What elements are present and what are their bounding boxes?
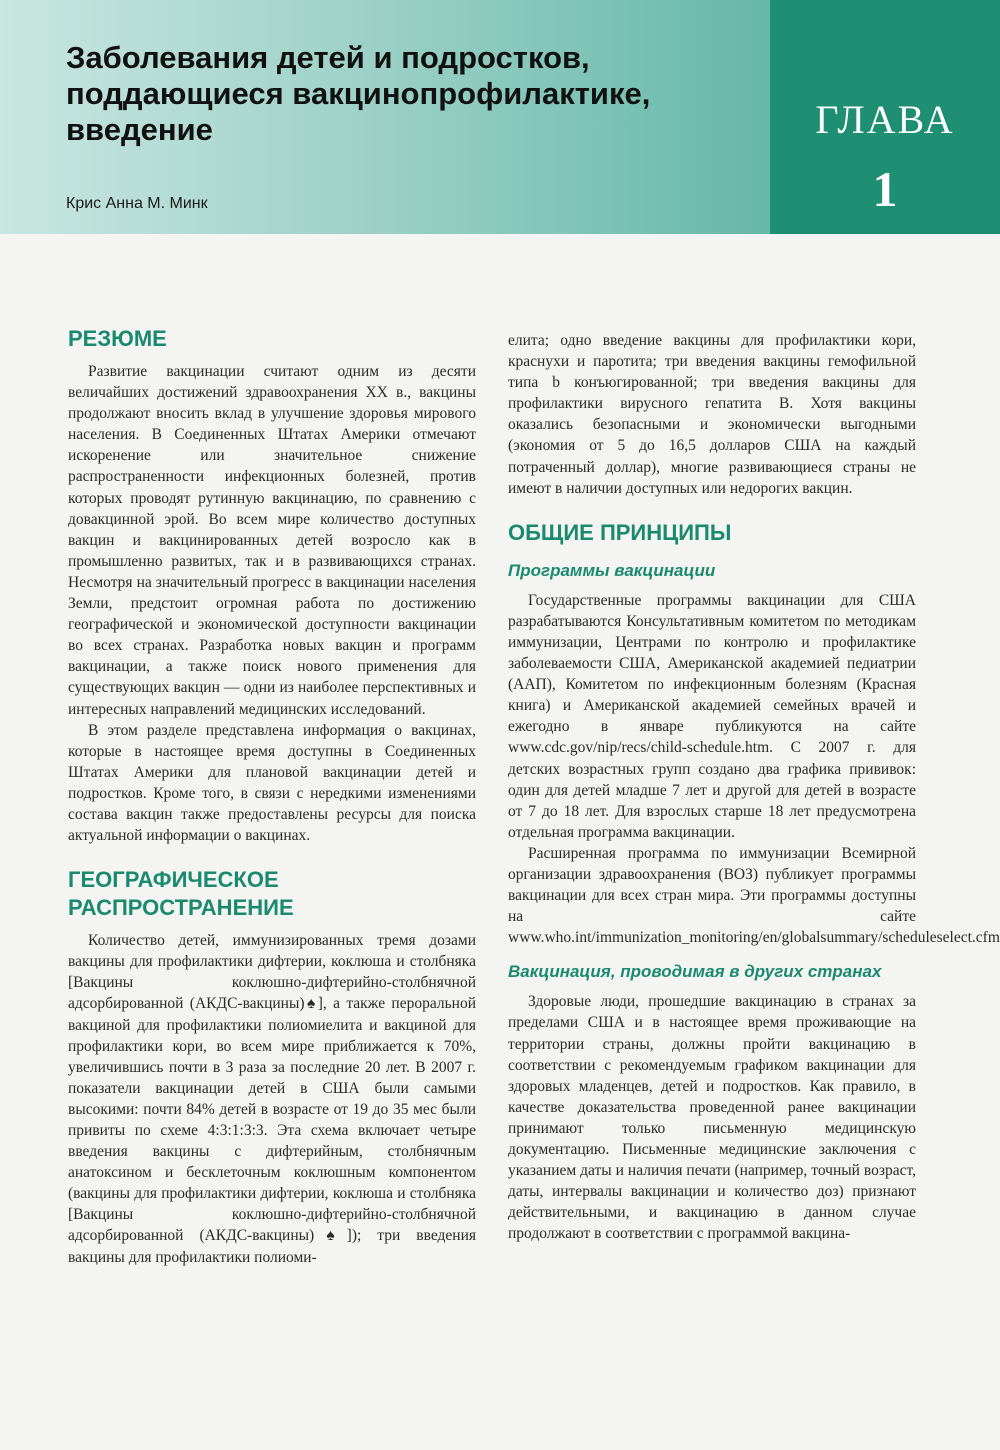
chapter-header-band bbox=[0, 0, 1000, 234]
other-countries-paragraph: Здоровые люди, прошедшие вакцинацию в странах за пределами США и в настоящее время проживающие на территории страны, должны пройти вакцинацию в соответствии с рекомендуемым графиком вакцинации для здоровых младенцев, детей и подростков. Как правило, в качестве доказательства проведенной ранее вакцинации принимают только письменную медицинскую документацию. Письменные медицинские заключения с указанием даты и наличия печати (например, точный возраст, даты, интервалы вакцинации и количество доз) признают действительными, и вакцинацию в данном случае продолжают в соответствии с программой вакцина- bbox=[508, 993, 916, 1243]
chapter-number-box bbox=[770, 0, 1000, 234]
left-column bbox=[68, 325, 476, 1268]
resume-paragraph-2: В этом разделе представлена информация о вакцинах, которые в настоящее время доступны в Соединенных Штатах Америки для плановой вакцинации детей и подростков. Кроме того, в связи с нередкими изменениями состава вакцин также предоставлены ресурсы для поиска актуальной информации о вакцинах. bbox=[68, 721, 476, 845]
resume-paragraph-1: Развитие вакцинации считают одним из десяти величайших достижений здравоохранения XX в., вакцины продолжают вносить вклад в улучшение здоровья мирового населения. В Соединенных Штатах Америки отмечают искоренение или значительное снижение распространенности инфекционных болезней, против которых проводят рутинную вакцинацию, по сравнению с довакцинной эрой. Во всем мире количество доступных вакцин и вакцинированных детей возросло как в промышленно развитых, так и в развивающихся странах. Несмотря на значительный прогресс в вакцинации населения Земли, предстоит огромная работа по достижению географической и экономической доступности вакцинации во всех странах. Разработка новых вакцин и программ вакцинации, а также поиск нового применения для существующих вакцин — одни из наиболее перспективных и интересных направлений медицинских исследований. bbox=[68, 363, 476, 718]
right-column bbox=[508, 330, 1000, 1244]
geography-heading bbox=[68, 866, 476, 922]
chapter-label: ГЛАВА bbox=[815, 97, 955, 142]
vaccination-programs-subheading: Программы вакцинации bbox=[508, 560, 716, 580]
programs-paragraph-2: Расширенная программа по иммунизации Всемирной организации здравоохранения (ВОЗ) публикует программы вакцинации для всех стран мира. Эти программы доступны на сайте www.who.int/immunization_monitoring/en/globalsummary/scheduleselect.cfm bbox=[508, 844, 1000, 947]
resume-heading: РЕЗЮМЕ bbox=[68, 326, 167, 351]
chapter-title-line: введение bbox=[66, 112, 213, 147]
chapter-title bbox=[66, 40, 756, 148]
chapter-title-line: Заболевания детей и подростков, bbox=[66, 40, 590, 75]
geography-heading-line-2: РАСПРОСТРАНЕНИЕ bbox=[68, 895, 294, 921]
programs-paragraph-1: Государственные программы вакцинации для США разрабатываются Консультативным комитетом по методикам иммунизации, Центрами по контролю и профилактике заболеваемости США, Американской академией педиатрии (ААП), Комитетом по инфекционным болезням (Красная книга) и Американской академией семейных врачей и ежегодно в январе публикуются на сайте www.cdc.gov/nip/recs/child-schedule.htm. С 2007 г. для детских возрастных групп создано два графика прививок: один для детей младше 7 лет и другой для детей в возрасте от 7 до 18 лет. Для взрослых старше 18 лет предусмотрена отдельная программа вакцинации. bbox=[508, 591, 916, 841]
chapter-number: 1 bbox=[872, 161, 898, 217]
general-principles-heading: ОБЩИЕ ПРИНЦИПЫ bbox=[508, 519, 732, 545]
author-name: Крис Анна М. Минк bbox=[66, 195, 208, 212]
other-countries-subheading: Вакцинация, проводимая в других странах bbox=[508, 962, 882, 982]
chapter-title-line: поддающиеся вакцинопрофилактике, bbox=[66, 76, 651, 111]
geography-heading-line-1: ГЕОГРАФИЧЕСКОЕ bbox=[68, 867, 279, 893]
geography-paragraph-continued: елита; одно введение вакцины для профилактики кори, краснухи и паротита; три введения вакцины гемофильной типа b конъюгированной; три введения вакцины для профилактики вирусного гепатита В. Хотя вакцины оказались безопасными и экономически выгодными (экономия от 5 до 16,5 долларов США на каждый потраченный доллар), многие развивающиеся страны не имеют в наличии доступных или недорогих вакцин. bbox=[508, 332, 916, 497]
geography-paragraph: Количество детей, иммунизированных тремя дозами вакцины для профилактики дифтерии, коклюша и столбняка [Вакцины коклюшно-дифтерийно-столбнячной адсорбированной (АКДС-вакцины)♠], а также пероральной вакциной для профилактики полиомиелита и вакциной для профилактики кори, во всем мире приближается к 70%, увеличившись почти в 3 раза за последние 20 лет. В 2007 г. показатели вакцинации детей в США были самыми высокими: почти 84% детей в возрасте от 19 до 35 мес были привиты по схеме 4:3:1:3:3. Эта схема включает четыре введения вакцины с дифтерийным, столбнячным анатоксином и бесклеточным коклюшным компонентом (вакцины для профилактики дифтерии, коклюша и столбняка [Вакцины коклюшно-дифтерийно-столбнячной адсорбированной (АКДС-вакцины)♠]); три введения вакцины для профилактики полиоми- bbox=[68, 932, 476, 1266]
